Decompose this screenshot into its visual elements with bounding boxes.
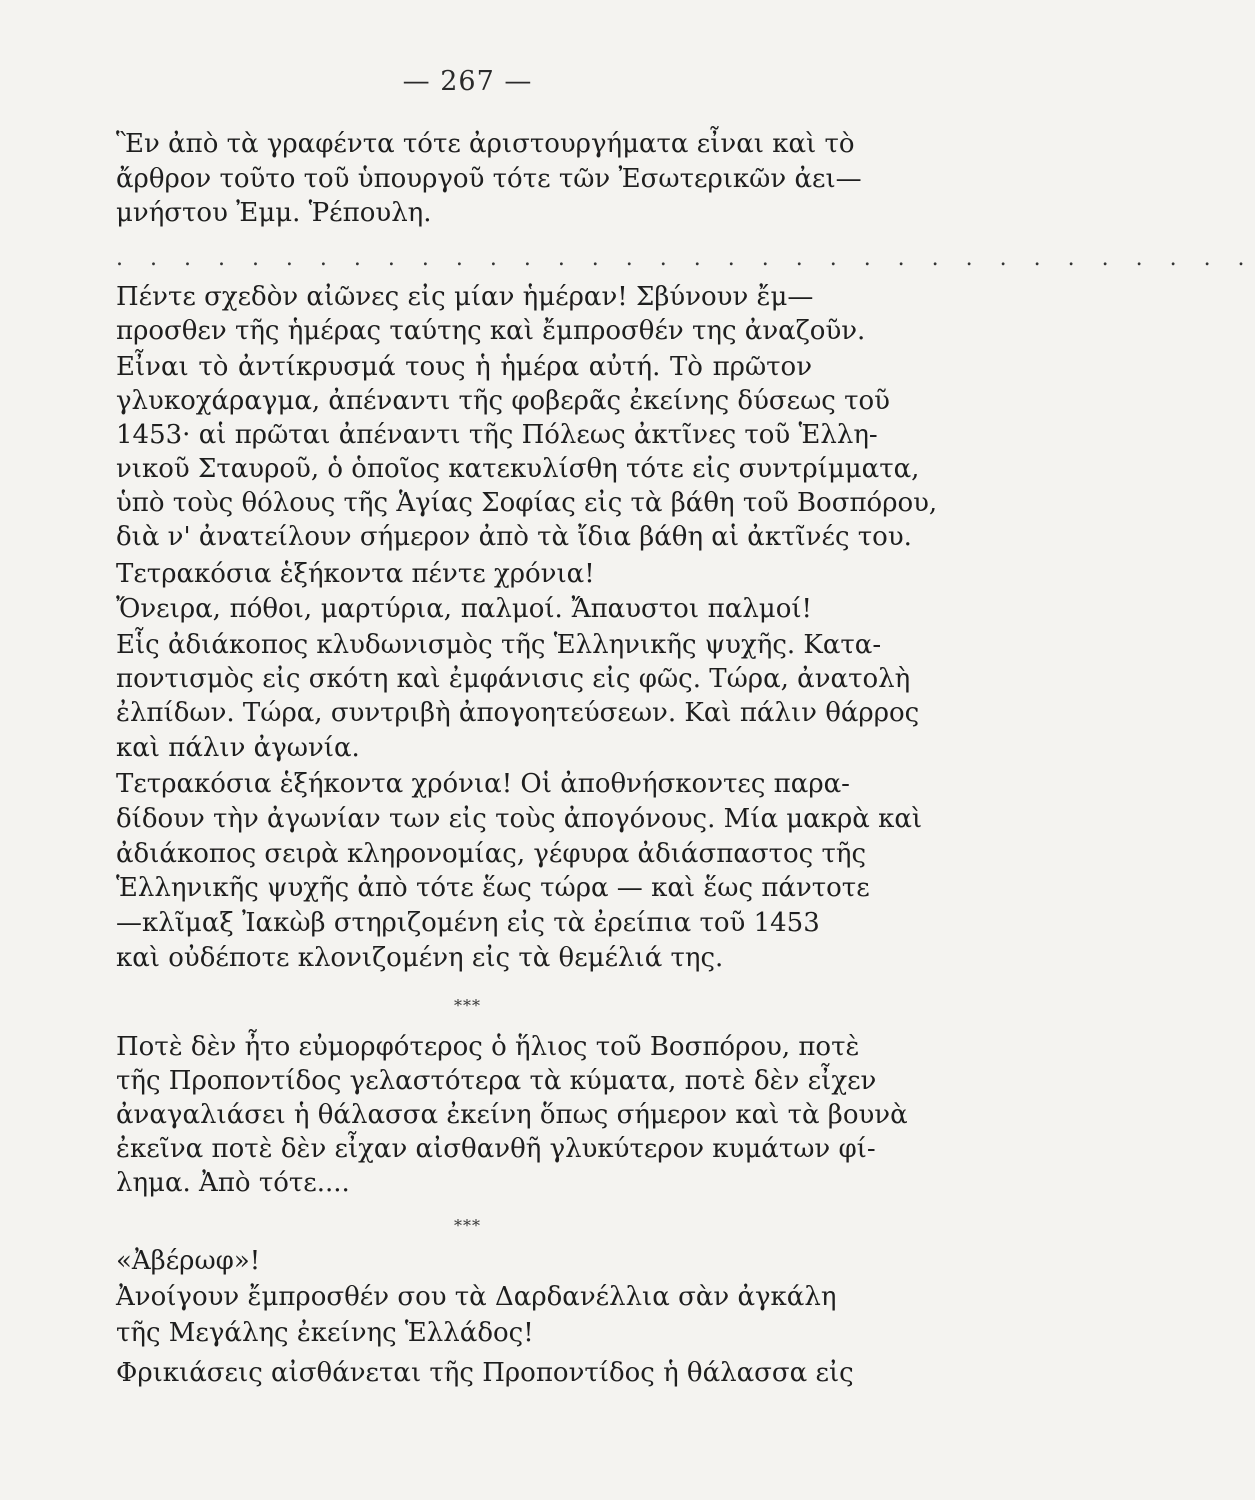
ellipsis-row: . . . . . . . . . . . . . . . . . . . . . . . . . . . . . . . . . .: [116, 246, 1255, 271]
text-line: ἐλπίδων. Τώρα, συντριβὴ ἀπογοητεύσεων. Καὶ πάλιν θάρρος: [116, 698, 920, 728]
text-line: Ἓν ἀπὸ τὰ γραφέντα τότε ἀριστουργήματα εἶναι καὶ τὸ: [116, 129, 855, 159]
text-line: Τετρακόσια ἑξήκοντα πέντε χρόνια!: [116, 559, 595, 589]
text-line: τῆς Προποντίδος γελαστότερα τὰ κύματα, ποτὲ δὲν εἶχεν: [116, 1066, 877, 1096]
text-line: Φρικιάσεις αἰσθάνεται τῆς Προποντίδος ἡ θάλασσα εἰς: [116, 1358, 854, 1388]
text-line: προσθεν τῆς ἡμέρας ταύτης καὶ ἔμπροσθέν της ἀναζοῦν.: [116, 316, 866, 346]
text-line: ἐκεῖνα ποτὲ δὲν εἶχαν αἰσθανθῆ γλυκύτερον κυμάτων φί-: [116, 1134, 876, 1164]
text-line: —κλῖμαξ Ἰακὼβ στηριζομένη εἰς τὰ ἐρείπια τοῦ 1453: [116, 908, 820, 938]
section-separator: ***: [454, 996, 481, 1015]
text-line: Ἑλληνικῆς ψυχῆς ἀπὸ τότε ἕως τώρα — καὶ ἕως πάντοτε: [116, 873, 870, 903]
text-line: νικοῦ Σταυροῦ, ὁ ὁποῖος κατεκυλίσθη τότε εἰς συντρίμματα,: [116, 454, 920, 484]
text-line: Ὄνειρα, πόθοι, μαρτύρια, παλμοί. Ἄπαυστοι παλμοί!: [116, 594, 812, 624]
text-line: Ἀνοίγουν ἔμπροσθέν σου τὰ Δαρδανέλλια σὰν ἀγκάλη: [116, 1282, 837, 1312]
text-line: Ποτὲ δὲν ἦτο εὐμορφότερος ὁ ἥλιος τοῦ Βοσπόρου, ποτὲ: [116, 1032, 860, 1062]
text-line: ἀδιάκοπος σειρὰ κληρονομίας, γέφυρα ἀδιάσπαστος τῆς: [116, 839, 867, 869]
text-line: καὶ οὐδέποτε κλονιζομένη εἰς τὰ θεμέλιά της.: [116, 943, 724, 973]
text-line: ἀναγαλιάσει ἡ θάλασσα ἐκείνη ὅπως σήμερον καὶ τὰ βουνὰ: [116, 1100, 908, 1130]
page-number: — 267 —: [402, 66, 533, 97]
text-line: τῆς Μεγάλης ἐκείνης Ἑλλάδος!: [116, 1318, 534, 1348]
text-line: ἄρθρον τοῦτο τοῦ ὑπουργοῦ τότε τῶν Ἐσωτερικῶν ἀει—: [116, 164, 862, 194]
text-line: διὰ ν' ἀνατείλουν σήμερον ἀπὸ τὰ ἴδια βάθη αἱ ἀκτῖνές του.: [116, 522, 912, 552]
text-line: μνήστου Ἐμμ. Ῥέπουλη.: [116, 198, 432, 228]
section-separator: ***: [454, 1216, 481, 1235]
text-line: «Ἀβέρωφ»!: [116, 1246, 261, 1276]
text-line: Εἷς ἀδιάκοπος κλυδωνισμὸς τῆς Ἑλληνικῆς ψυχῆς. Κατα-: [116, 630, 882, 660]
text-line: δίδουν τὴν ἀγωνίαν των εἰς τοὺς ἀπογόνους. Μία μακρὰ καὶ: [116, 804, 923, 834]
text-line: Εἶναι τὸ ἀντίκρυσμά τους ἡ ἡμέρα αὐτή. Τὸ πρῶτον: [116, 352, 812, 382]
text-line: ὑπὸ τοὺς θόλους τῆς Ἁγίας Σοφίας εἰς τὰ βάθη τοῦ Βοσπόρου,: [116, 488, 938, 518]
text-line: Τετρακόσια ἑξήκοντα χρόνια! Οἱ ἀποθνήσκοντες παρα-: [116, 769, 850, 799]
text-line: γλυκοχάραγμα, ἀπέναντι τῆς φοβερᾶς ἐκείνης δύσεως τοῦ: [116, 386, 890, 416]
text-line: Πέντε σχεδὸν αἰῶνες εἰς μίαν ἡμέραν! Σβύνουν ἔμ—: [116, 282, 814, 312]
text-line: ποντισμὸς εἰς σκότη καὶ ἐμφάνισις εἰς φῶς. Τώρα, ἀνατολὴ: [116, 664, 911, 694]
text-line: 1453· αἱ πρῶται ἀπέναντι τῆς Πόλεως ἀκτῖνες τοῦ Ἑλλη-: [116, 420, 878, 450]
text-line: καὶ πάλιν ἀγωνία.: [116, 733, 360, 763]
text-line: λημα. Ἀπὸ τότε....: [116, 1168, 350, 1198]
